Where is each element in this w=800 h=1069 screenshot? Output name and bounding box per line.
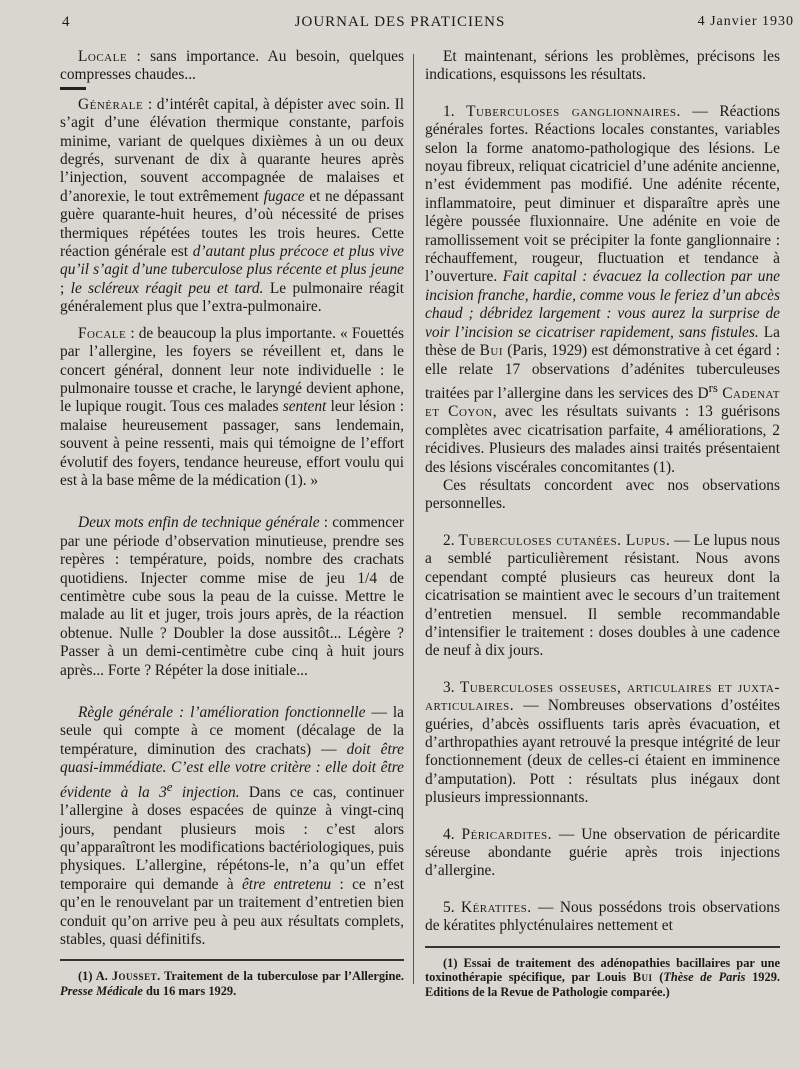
paragraph-technique: Deux mots enfin de technique générale : commencer par une période d’observation minutieuse, prendre ses repères : température, poids, nombre des crachats quotidiens. Injecter comme mise de jeu 1/4 de centimètre cube sous la peau de la cuisse. Mettre le malade au lit et juger, trois jours après, de la réaction obtenue. Nulle ? Doubler la dose aussitôt... Légère ? Passer à un demi-centimètre cube cinq à huit jours après... Forte ? Répéter la dose initiale...	[60, 514, 404, 679]
section-osseuses: 3. Tuberculoses osseuses, articulaires et juxta-articulaires. — Nombreuses observations d’ostéites guéries, d’abcès ossifluents taris après évacuation, et d’arthropathies ayant retrouvé la presque intégrité de leur fonctionnement (deux de celles-ci étaient en imminence d’amputation). Pott : résultats plus inégaux dont plusieurs impressionnants.	[425, 678, 780, 807]
paragraph-intro: Et maintenant, sérions les problèmes, précisons les indications, esquissons les résultats.	[425, 48, 780, 84]
column-divider	[413, 54, 414, 984]
footnote-left: (1) A. Jousset. Traitement de la tuberculose par l’Allergine. Presse Médicale du 16 mars 1929.	[60, 969, 404, 998]
label-focale: Focale	[78, 324, 127, 342]
paragraph-locale: Locale : sans importance. Au besoin, quelques compresses chaudes...	[60, 48, 404, 84]
section-title: Kératites.	[460, 898, 532, 916]
paragraph-conclusion: Ces résultats concordent avec nos observations personnelles.	[425, 477, 780, 513]
left-column	[60, 48, 404, 998]
paragraph-generale: Générale : d’intérêt capital, à dépister avec soin. Il s’agit d’une élévation thermique constante, parfois minime, variant de quelques dixièmes à un ou deux degrés, survenant de dix à quarante heures après l’injection, souvent accompagnée de malaises et d’anorexie, le tout extrêmement fugace et ne dépassant guère quarante-huit heures, d’où nécessité de prises thermiques répétées toutes les trois heures. Cette réaction générale est d’autant plus précoce et plus vive qu’il s’agit d’une tuberculose plus récente et plus jeune ; le scléreux réagit peu et tard. Le pulmonaire réagit généralement plus que l’extra-pulmonaire.	[60, 95, 405, 316]
section-ganglionnaires: 1. Tuberculoses ganglionnaires. — Réactions générales fortes. Réactions locales constantes, variables selon la forme anatomo-pathologique des lésions. Le noyau fibreux, reliquat cicatriciel d’une adénite ancienne, n’est évidemment pas modifié. Une adénite récente, inflammatoire, peut diminuer et disparaître après une légère poussée fluxionnaire. Une adénite en voie de ramollissement voit se précipiter la fonte ganglionnaire : réchauffement, rougeur, fluctuation et tendance à l’ouverture. Fait capital : évacuez la collection par une incision franche, hardie, comme vous le feriez d’un abcès chaud ; débridez largement : vous aurez la surprise de voir l’incision se cicatriser rapidement, sans fistules. La thèse de Bui (Paris, 1929) est démonstrative à cet égard : elle relate 17 observations d’adénites tuberculeuses traitées par l’allergine dans les services des $D^{rs}$ Cadenat et Coyon, avec les résultats suivants : 13 guérisons complètes avec cicatrisation parfaite, 4 améliorations, 2 récidives. Plusieurs des malades ainsi traités présentaient des lésions viscérales concomitantes (1).	[425, 102, 781, 476]
section-title: Tuberculoses ganglionnaires.	[466, 102, 681, 120]
journal-title: JOURNAL DES PRATICIENS	[294, 14, 506, 30]
section-title: Tuberculoses cutanées. Lupus.	[458, 531, 671, 549]
paragraph-focale: Focale : de beaucoup la plus importante. « Fouettés par l’allergine, les foyers se réveillent et, dans le concert général, donnent leur note individuelle : le pulmonaire tousse et crache, le laryngé devient aphone, le lupique rougit. Tous ces malades sentent leur lésion : malaise heureusement passager, sans lendemain, souvent à peine ressenti, mais qui témoigne de l’effort évolutif des foyers, tendance heureuse, effort voulu qui est à la base même de la médication (1). »	[60, 324, 404, 489]
section-cutanees: 2. Tuberculoses cutanées. Lupus. — Le lupus nous a semblé particulièrement résistant. Nous avons cependant compté plusieurs cas heureux dont la cicatrisation se maintient avec le secours d’un traitement d’entretien mensuel. Il semble recommandable d’intensifier le traitement : doses doubles à une cadence de neuf à dix jours.	[425, 531, 780, 660]
footnote-rule	[425, 946, 780, 948]
footnote-rule	[60, 959, 404, 961]
issue-date: 4 Janvier 1930	[697, 14, 794, 29]
paragraph-regle: Règle générale : l’amélioration fonctionnelle — la seule qui compte à ce moment (décalage de la température, diminution des crachats) — doit être quasi-immédiate. C’est elle votre critère : elle doit être évidente à la 3e injection. Dans ce cas, continuer l’allergine à doses espacées de quinze à vingt-cinq jours, pendant plusieurs mois : c’est alors qu’apparaîtront les modifications bactériologiques, puis physiques. L’allergine, répétons-le, n’a qu’un effet temporaire qui demande à être entretenu : ce n’est qu’en le renouvelant par un traitement d’entretien bien conduit qu’on arrive peu à peu aux résultats complets, stables, quasi définitifs.	[60, 704, 404, 948]
section-title: Péricardites.	[461, 825, 552, 843]
label-generale: Générale	[78, 95, 144, 113]
page-number: 4	[62, 14, 70, 30]
right-column	[425, 48, 780, 999]
section-pericardites: 4. Péricardites. — Une observation de péricardite séreuse abondante guérie après trois injections d’allergine.	[425, 825, 780, 880]
section-keratites: 5. Kératites. — Nous possédons trois observations de kératites phlycténulaires nettement et	[425, 898, 780, 935]
section-title: Tuberculoses osseuses, articulaires et juxta-articulaires.	[425, 678, 780, 715]
page-header	[0, 10, 800, 34]
footnote-right: (1) Essai de traitement des adénopathies bacillaires par une toxinothérapie spécifique, par Louis Bui (Thèse de Paris 1929. Editions de la Revue de Pathologie comparée.)	[425, 955, 780, 999]
label-locale: Locale	[78, 48, 128, 65]
short-rule	[60, 87, 86, 90]
